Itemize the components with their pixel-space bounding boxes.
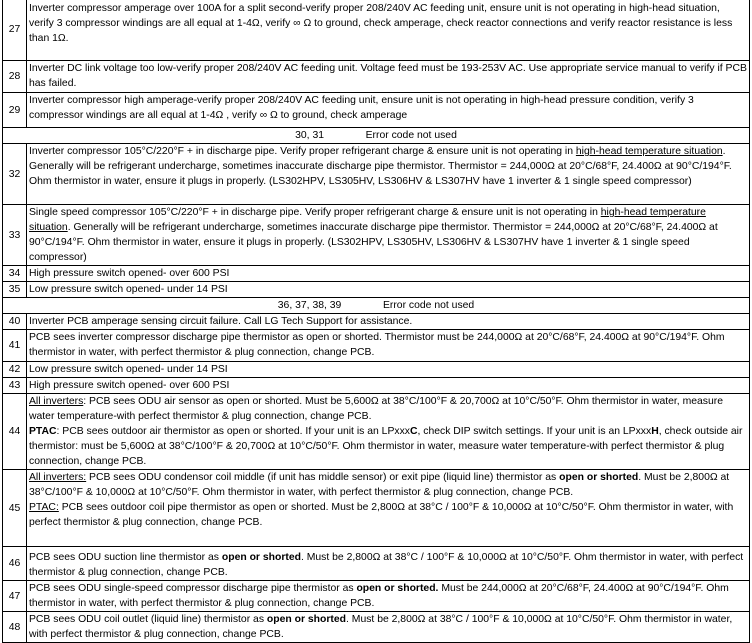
table-row xyxy=(3,93,750,128)
description-text: . Must be 2,800Ω at 38°C/100°F & 10,000Ω at 10°C/50°F. Ohm thermistor in water, with perfect thermistor & plug connection, change PCB. xyxy=(29,472,730,498)
unused-codes: 30, 31 xyxy=(295,130,325,141)
bold-text: open or shorted xyxy=(559,472,639,483)
table-row xyxy=(3,581,750,612)
description-text: , check DIP switch settings. If your unit is an LPxxx xyxy=(417,426,652,437)
error-description: Low pressure switch opened- under 14 PSI xyxy=(27,282,750,298)
error-code: 35 xyxy=(3,282,27,298)
description-text: : PCB sees outdoor air thermistor as open or shorted. If your unit is an LPxxx xyxy=(56,426,410,437)
table-row xyxy=(3,547,750,581)
description-text: PCB sees outdoor coil pipe thermistor as open or shorted. Must be 2,800Ω at 38°C / 100°F & 10,000Ω at 10°C/50°F. Ohm thermistor in water, with perfect thermistor & plug connection, change PCB. xyxy=(29,502,734,528)
error-code: 40 xyxy=(3,314,27,330)
table-row xyxy=(3,470,750,547)
error-code: 27 xyxy=(3,0,27,61)
description-text: Inverter compressor 105°C/220°F + in discharge pipe. Verify proper refrigerant charge & ensure unit is not operating in xyxy=(29,146,576,157)
error-description: High pressure switch opened- over 600 PSI xyxy=(27,378,750,394)
error-code: 32 xyxy=(3,144,27,205)
error-description xyxy=(27,581,750,612)
table-row xyxy=(3,394,750,470)
bold-text: C xyxy=(409,426,418,437)
unused-codes-row xyxy=(3,128,750,144)
underlined-text: PTAC: xyxy=(29,502,59,513)
table-row xyxy=(3,0,750,61)
table-row xyxy=(3,298,750,314)
error-code: 45 xyxy=(3,470,27,547)
table-row xyxy=(3,128,750,144)
error-code: 29 xyxy=(3,93,27,128)
table-row xyxy=(3,282,750,298)
description-text: PCB sees ODU single-speed compressor discharge pipe thermistor as xyxy=(29,583,357,594)
error-code: 46 xyxy=(3,547,27,581)
underlined-text: high-head temperature situation xyxy=(29,207,706,233)
table-row xyxy=(3,330,750,362)
error-description xyxy=(27,547,750,581)
error-description xyxy=(27,470,750,547)
bold-text: open or shorted. xyxy=(356,583,439,594)
description-text: PCB sees ODU condensor coil middle (if unit has middle sensor) or exit pipe (liquid line) thermistor as xyxy=(86,472,560,483)
underlined-text: All inverters xyxy=(29,396,84,407)
table-row xyxy=(3,205,750,266)
table-row xyxy=(3,378,750,394)
error-code-table xyxy=(2,0,750,643)
error-code: 42 xyxy=(3,362,27,378)
error-code: 48 xyxy=(3,612,27,643)
table-row xyxy=(3,61,750,93)
description-text: Single speed compressor 105°C/220°F + in discharge pipe. Verify proper refrigerant charge & ensure unit is not operating in xyxy=(29,207,601,218)
description-text: . Generally will be refrigerant undercharge, sometimes inaccurate discharge pipe thermistor. Thermistor = 244,000Ω at 20°C/68°F, 24.400Ω at 90°C/194°F. Ohm thermistor in water, ensure it plugs in properly. (LS302HPV, LS305HV, LS306HV & LS307HV have 1 inverter & 1 single speed compressor) xyxy=(29,146,732,187)
table-row xyxy=(3,266,750,282)
description-text: PCB sees ODU coil outlet (liquid line) thermistor as xyxy=(29,614,267,625)
table-row xyxy=(3,314,750,330)
unused-codes-row xyxy=(3,298,750,314)
unused-message: Error code not used xyxy=(382,300,475,311)
error-description: Inverter PCB amperage sensing circuit failure. Call LG Tech Support for assistance. xyxy=(27,314,750,330)
description-text: : PCB sees ODU air sensor as open or shorted. Must be 5,600Ω at 38°C/100°F & 20,700Ω at 10°C/50°F. Ohm thermistor in water, measure water temperature-with perfect thermistor & plug connection, change PCB. xyxy=(29,396,724,422)
bold-text: open or shorted xyxy=(266,614,347,625)
error-code: 43 xyxy=(3,378,27,394)
error-description xyxy=(27,612,750,643)
unused-message: Error code not used xyxy=(365,130,457,141)
bold-text: H xyxy=(651,426,659,437)
error-description: Inverter compressor amperage over 100A for a split second-verify proper 208/240V AC feeding unit, ensure unit is not operating in high-head situation, verify 3 compressor windings are all equal at 1-4Ω, verify ∞ Ω to ground, check amperage, check reactor connections and verify reactor resistance is less than 1Ω. xyxy=(27,0,750,61)
description-text: PCB sees ODU suction line thermistor as xyxy=(29,552,222,563)
unused-codes: 36, 37, 38, 39 xyxy=(277,300,342,311)
table-row xyxy=(3,612,750,643)
error-description: Low pressure switch opened- under 14 PSI xyxy=(27,362,750,378)
error-description: PCB sees inverter compressor discharge pipe thermistor as open or shorted. Thermistor must be 244,000Ω at 20°C/68°F, 24.400Ω at 90°C/194°F. Ohm thermistor in water, with perfect thermistor & plug connection, change PCB. xyxy=(27,330,750,362)
error-code: 41 xyxy=(3,330,27,362)
underlined-text: high-head temperature situation xyxy=(575,146,723,157)
error-code: 33 xyxy=(3,205,27,266)
error-description xyxy=(27,144,750,205)
description-text: , check outside air thermistor: must be 5,600Ω at 38°C/100°F & 20,700Ω at 10°C/50°F. Ohm thermistor in water, measure water temperature-with perfect thermistor & plug connection, change PCB. xyxy=(29,426,743,467)
description-text: . Generally will be refrigerant undercharge, sometimes inaccurate discharge pipe thermistor. Thermistor = 244,000Ω at 20°C/68°F, 24.400Ω at 90°C/194°F. Ohm thermistor in water, ensure it plugs in properly. (LS302HPV, LS305HV, LS306HV & LS307HV have 1 inverter & 1 single speed compressor) xyxy=(29,222,718,263)
table-row xyxy=(3,144,750,205)
error-description: Inverter compressor high amperage-verify proper 208/240V AC feeding unit, ensure unit is not operating in high-head pressure condition, verify 3 compressor windings are all equal at 1-4Ω , verify ∞ Ω to ground, check amperage xyxy=(27,93,750,128)
table-row xyxy=(3,362,750,378)
error-description: High pressure switch opened- over 600 PSI xyxy=(27,266,750,282)
error-code: 28 xyxy=(3,61,27,93)
error-code: 34 xyxy=(3,266,27,282)
error-description: Inverter DC link voltage too low-verify proper 208/240V AC feeding unit. Voltage feed must be 193-253V AC. Use appropriate service manual to verify if PCB has failed. xyxy=(27,61,750,93)
description-text: Must be 244,000Ω at 20°C/68°F, 24.400Ω at 90°C/194°F. Ohm thermistor in water, with perfect thermistor & plug connection, change PCB. xyxy=(29,583,729,609)
description-text: . Must be 2,800Ω at 38°C / 100°F & 10,000Ω at 10°C/50°F. Ohm thermistor in water, with perfect thermistor & plug connection, change PCB. xyxy=(29,614,733,640)
error-description xyxy=(27,205,750,266)
error-description xyxy=(27,394,750,470)
bold-text: PTAC xyxy=(29,426,57,437)
underlined-text: All inverters: xyxy=(29,472,87,483)
description-text: . Must be 2,800Ω at 38°C / 100°F & 10,000Ω at 10°C/50°F. Ohm thermistor in water, with perfect thermistor & plug connection, change PCB. xyxy=(29,552,744,578)
error-code: 44 xyxy=(3,394,27,470)
error-code: 47 xyxy=(3,581,27,612)
bold-text: open or shorted xyxy=(221,552,301,563)
